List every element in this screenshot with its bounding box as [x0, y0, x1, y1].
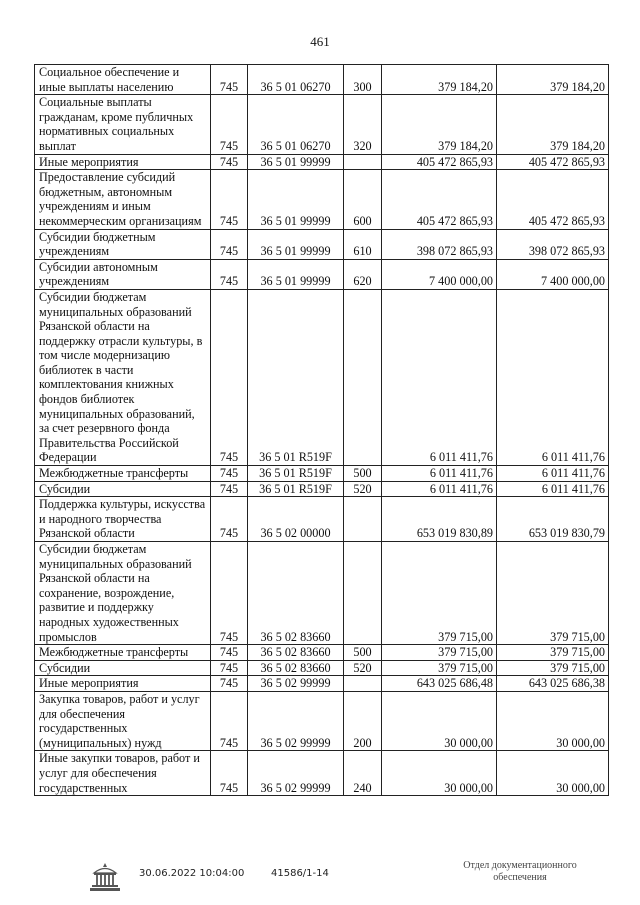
department-line-2: обеспечения — [493, 872, 547, 883]
cell-amount-2: 405 472 865,93 — [497, 154, 609, 170]
cell-name: Иные мероприятия — [35, 154, 211, 170]
cell-csr: 36 5 02 99999 — [248, 751, 344, 796]
cell-vr: 520 — [344, 481, 382, 497]
cell-csr: 36 5 01 99999 — [248, 154, 344, 170]
cell-code: 745 — [211, 542, 248, 645]
cell-amount-1: 405 472 865,93 — [382, 154, 497, 170]
cell-amount-1: 6 011 411,76 — [382, 466, 497, 482]
cell-csr: 36 5 02 83660 — [248, 660, 344, 676]
cell-name: Иные мероприятия — [35, 676, 211, 692]
table-row — [35, 289, 609, 465]
footer-date: 30.06.2022 10:04:00 — [139, 868, 245, 879]
cell-vr — [344, 497, 382, 542]
cell-name: Субсидии бюджетам муниципальных образований Рязанской области на поддержку отрасли культуры, в том числе модернизацию библиотек в части комплектования книжных фондов библиотек муниципальных образований, за счет резервного фонда Правительства Российской Федерации — [35, 289, 211, 465]
cell-csr: 36 5 02 83660 — [248, 542, 344, 645]
cell-amount-1: 6 011 411,76 — [382, 481, 497, 497]
table-row — [35, 154, 609, 170]
cell-name: Закупка товаров, работ и услуг для обеспечения государственных (муниципальных) нужд — [35, 691, 211, 750]
cell-amount-2: 398 072 865,93 — [497, 229, 609, 259]
cell-code: 745 — [211, 691, 248, 750]
cell-code: 745 — [211, 481, 248, 497]
cell-code: 745 — [211, 229, 248, 259]
department-line-1: Отдел документационного — [463, 860, 577, 871]
cell-csr: 36 5 02 00000 — [248, 497, 344, 542]
cell-code: 745 — [211, 751, 248, 796]
cell-vr: 500 — [344, 645, 382, 661]
footer-department — [430, 860, 610, 884]
cell-name: Субсидии бюджетным учреждениям — [35, 229, 211, 259]
cell-vr: 520 — [344, 660, 382, 676]
cell-vr: 320 — [344, 95, 382, 154]
cell-vr — [344, 676, 382, 692]
cell-vr: 200 — [344, 691, 382, 750]
page-footer — [0, 860, 640, 900]
table-row — [35, 645, 609, 661]
cell-amount-2: 379 184,20 — [497, 95, 609, 154]
cell-amount-2: 379 715,00 — [497, 542, 609, 645]
cell-csr: 36 5 01 99999 — [248, 229, 344, 259]
cell-code: 745 — [211, 289, 248, 465]
cell-vr: 300 — [344, 65, 382, 95]
cell-code: 745 — [211, 65, 248, 95]
table-row — [35, 95, 609, 154]
cell-vr: 240 — [344, 751, 382, 796]
cell-code: 745 — [211, 466, 248, 482]
table-row — [35, 466, 609, 482]
cell-name: Поддержка культуры, искусства и народного творчества Рязанской области — [35, 497, 211, 542]
cell-name: Субсидии автономным учреждениям — [35, 259, 211, 289]
table-row — [35, 751, 609, 796]
table-row — [35, 542, 609, 645]
cell-amount-1: 30 000,00 — [382, 751, 497, 796]
table-row — [35, 691, 609, 750]
cell-amount-1: 653 019 830,89 — [382, 497, 497, 542]
cell-vr — [344, 154, 382, 170]
cell-amount-1: 379 715,00 — [382, 645, 497, 661]
cell-csr: 36 5 01 06270 — [248, 65, 344, 95]
cell-amount-1: 379 715,00 — [382, 660, 497, 676]
budget-table — [34, 64, 609, 796]
cell-csr: 36 5 02 83660 — [248, 645, 344, 661]
table-body — [35, 65, 609, 796]
cell-vr: 620 — [344, 259, 382, 289]
cell-code: 745 — [211, 676, 248, 692]
cell-amount-1: 405 472 865,93 — [382, 170, 497, 229]
footer-doc-number: 41586/1-14 — [271, 868, 329, 879]
table-row — [35, 259, 609, 289]
cell-amount-2: 30 000,00 — [497, 751, 609, 796]
cell-csr: 36 5 02 99999 — [248, 691, 344, 750]
cell-code: 745 — [211, 660, 248, 676]
table-row — [35, 229, 609, 259]
cell-amount-1: 7 400 000,00 — [382, 259, 497, 289]
cell-code: 745 — [211, 170, 248, 229]
cell-csr: 36 5 01 R519F — [248, 466, 344, 482]
cell-amount-2: 405 472 865,93 — [497, 170, 609, 229]
cell-name: Предоставление субсидий бюджетным, автономным учреждениям и иным некоммерческим организациям — [35, 170, 211, 229]
cell-name: Иные закупки товаров, работ и услуг для обеспечения государственных — [35, 751, 211, 796]
cell-name: Субсидии — [35, 660, 211, 676]
cell-code: 745 — [211, 154, 248, 170]
cell-amount-2: 379 715,00 — [497, 660, 609, 676]
cell-csr: 36 5 01 R519F — [248, 481, 344, 497]
cell-vr: 610 — [344, 229, 382, 259]
cell-vr: 600 — [344, 170, 382, 229]
cell-vr: 500 — [344, 466, 382, 482]
cell-name: Субсидии бюджетам муниципальных образований Рязанской области на сохранение, возрождение, развитие и поддержку народных художественных промыслов — [35, 542, 211, 645]
cell-amount-2: 7 400 000,00 — [497, 259, 609, 289]
cell-csr: 36 5 01 06270 — [248, 95, 344, 154]
cell-name: Субсидии — [35, 481, 211, 497]
cell-code: 745 — [211, 259, 248, 289]
page-number: 461 — [310, 34, 330, 49]
cell-csr: 36 5 01 99999 — [248, 259, 344, 289]
cell-code: 745 — [211, 497, 248, 542]
cell-amount-1: 30 000,00 — [382, 691, 497, 750]
cell-name: Межбюджетные трансферты — [35, 466, 211, 482]
table-row — [35, 676, 609, 692]
table-row — [35, 170, 609, 229]
cell-csr: 36 5 02 99999 — [248, 676, 344, 692]
cell-amount-2: 6 011 411,76 — [497, 466, 609, 482]
cell-amount-1: 643 025 686,48 — [382, 676, 497, 692]
table-row — [35, 497, 609, 542]
cell-amount-2: 379 184,20 — [497, 65, 609, 95]
cell-amount-1: 379 184,20 — [382, 95, 497, 154]
cell-amount-2: 379 715,00 — [497, 645, 609, 661]
cell-amount-2: 643 025 686,38 — [497, 676, 609, 692]
cell-amount-2: 653 019 830,79 — [497, 497, 609, 542]
cell-name: Социальные выплаты гражданам, кроме публичных нормативных социальных выплат — [35, 95, 211, 154]
cell-amount-1: 379 184,20 — [382, 65, 497, 95]
table-row — [35, 481, 609, 497]
cell-code: 745 — [211, 645, 248, 661]
table-row — [35, 660, 609, 676]
cell-amount-2: 6 011 411,76 — [497, 289, 609, 465]
cell-csr: 36 5 01 99999 — [248, 170, 344, 229]
cell-code: 745 — [211, 95, 248, 154]
cell-name: Социальное обеспечение и иные выплаты населению — [35, 65, 211, 95]
cell-amount-1: 398 072 865,93 — [382, 229, 497, 259]
cell-vr — [344, 289, 382, 465]
cell-name: Межбюджетные трансферты — [35, 645, 211, 661]
cell-amount-2: 30 000,00 — [497, 691, 609, 750]
table-row — [35, 65, 609, 95]
cell-csr: 36 5 01 R519F — [248, 289, 344, 465]
duma-building-logo — [88, 860, 122, 894]
cell-vr — [344, 542, 382, 645]
cell-amount-1: 379 715,00 — [382, 542, 497, 645]
cell-amount-2: 6 011 411,76 — [497, 481, 609, 497]
cell-amount-1: 6 011 411,76 — [382, 289, 497, 465]
